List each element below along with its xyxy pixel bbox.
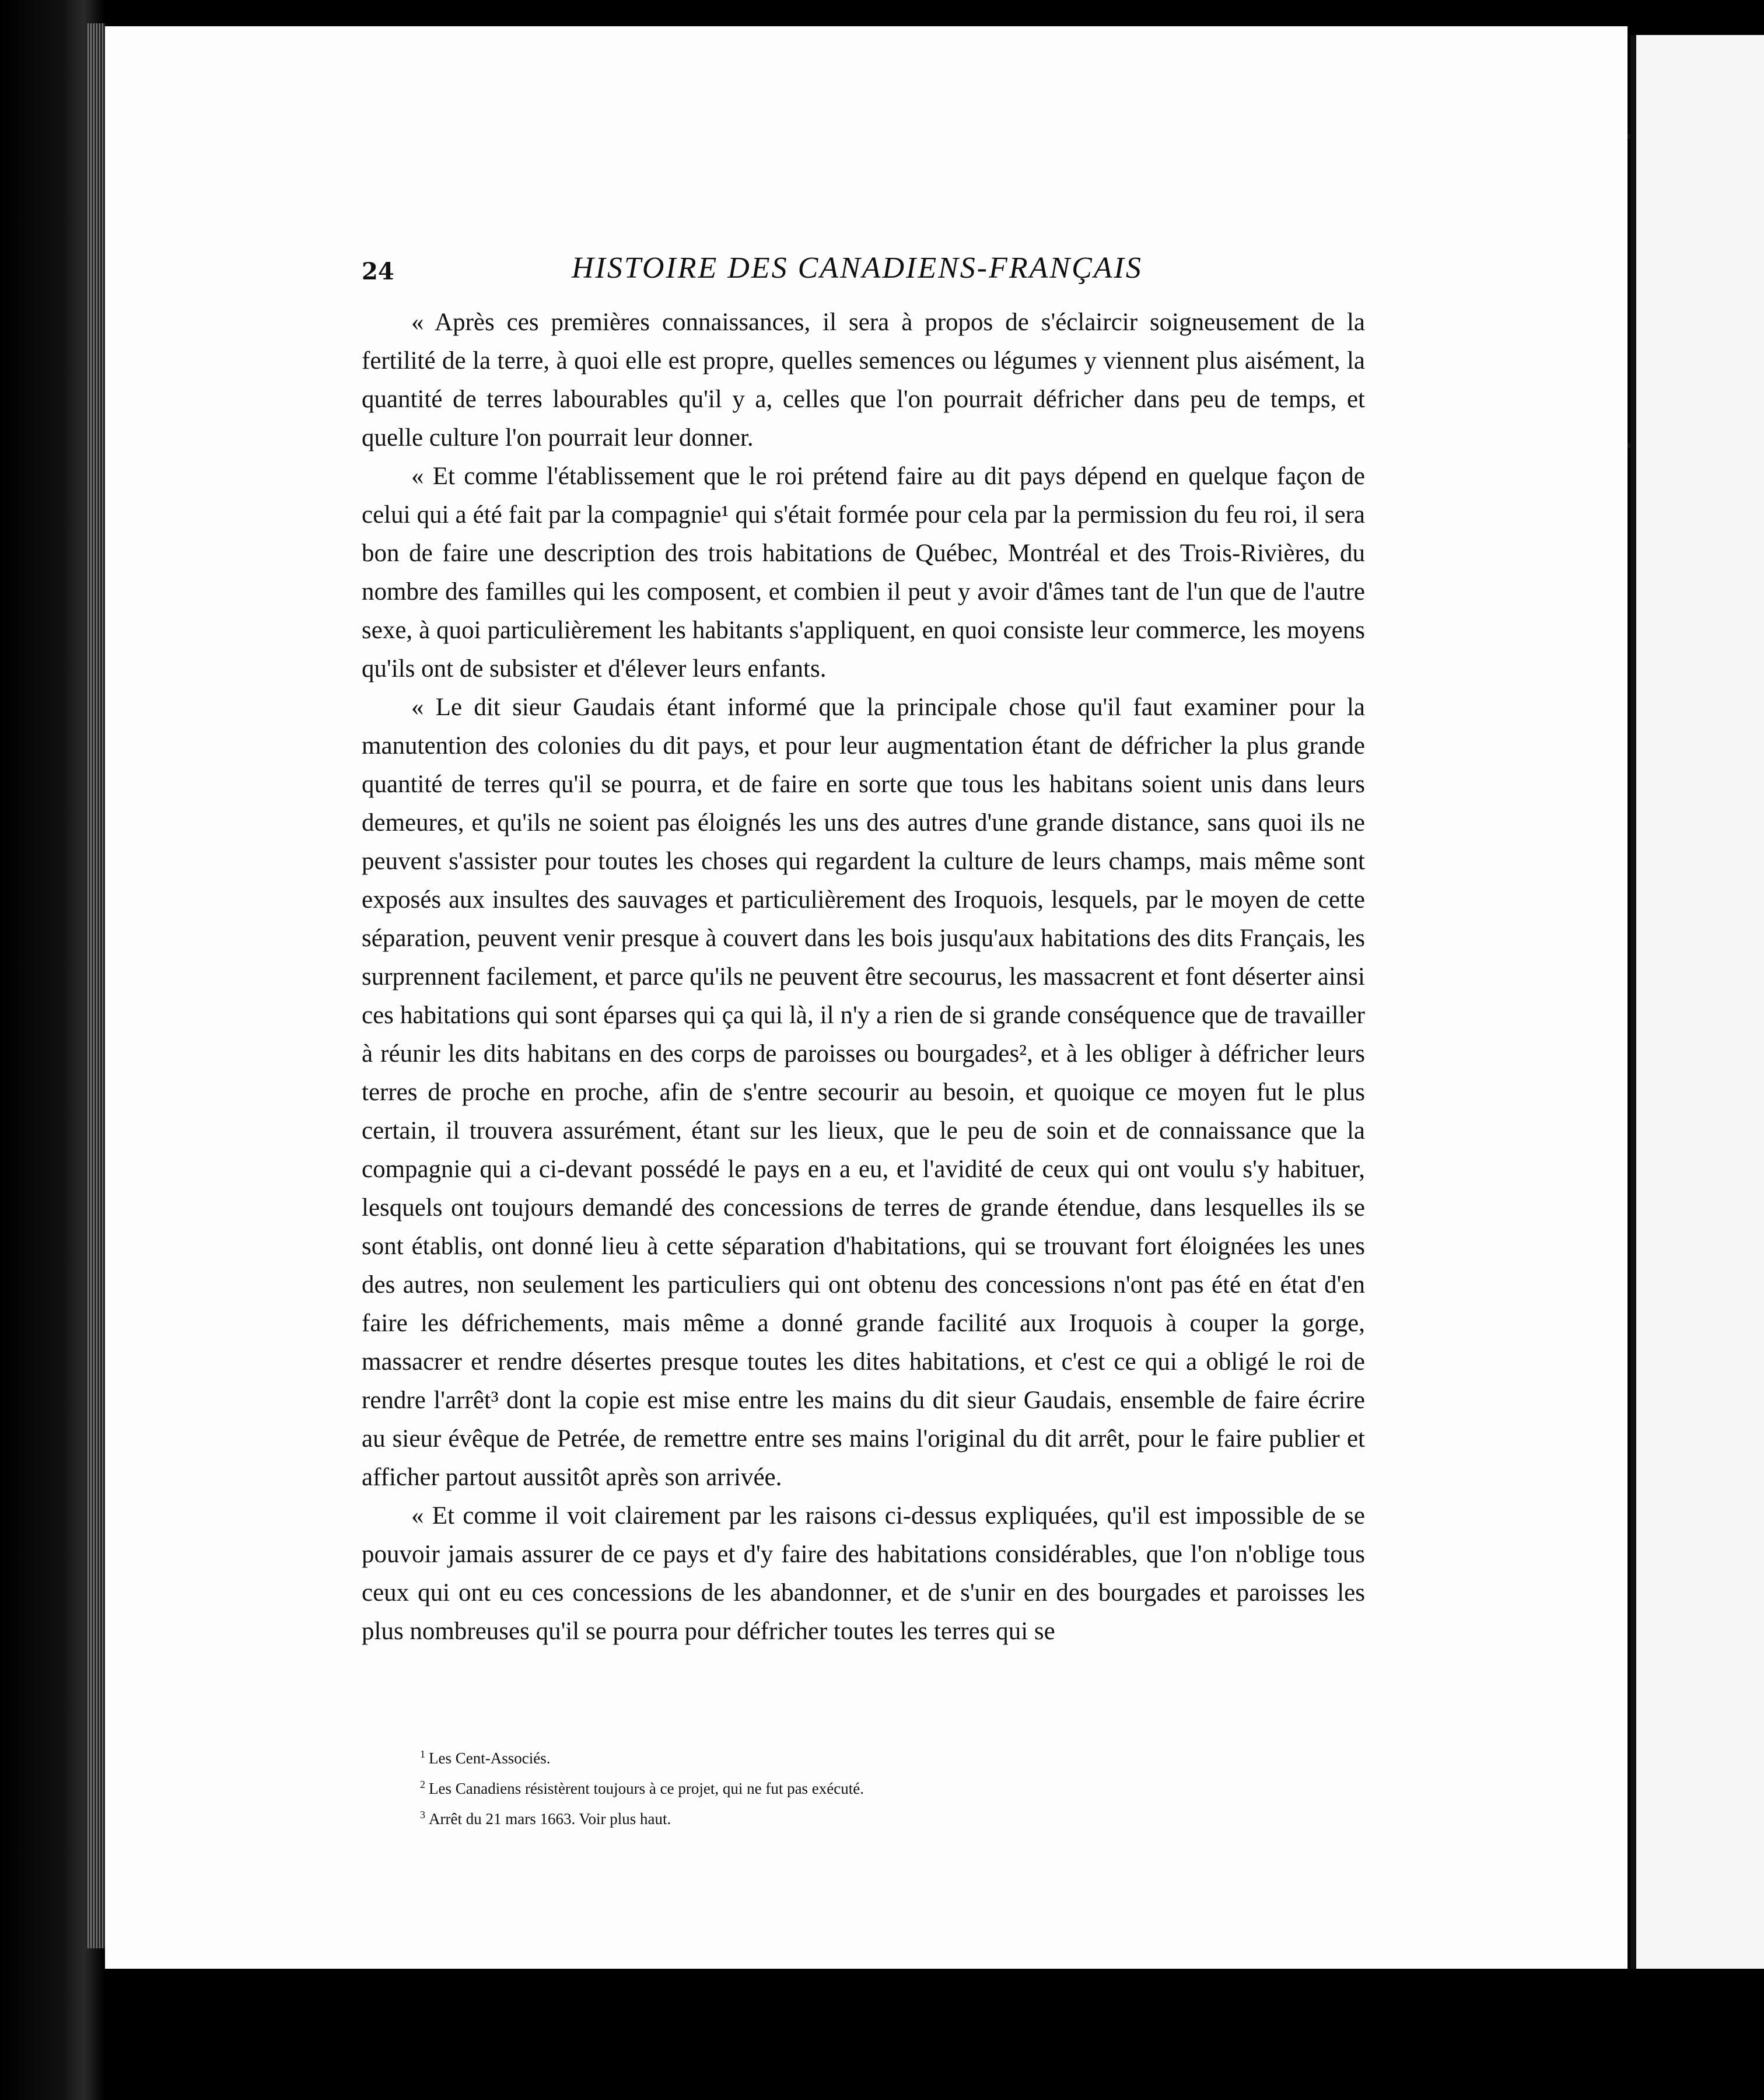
footnote [420, 1772, 1178, 1802]
page-edges [88, 23, 105, 1948]
footnote-text: Les Cent-Associés. [429, 1749, 551, 1767]
footnote [420, 1802, 1178, 1832]
footnote-text: Les Canadiens résistèrent toujours à ce projet, qui ne fut pas exécuté. [429, 1780, 864, 1797]
footnotes [420, 1741, 1178, 1832]
paragraph: « Après ces premières connaissances, il sera à propos de s'éclaircir soigneusement de la fertilité de la terre, à quoi elle est propre, quelles semences ou légumes y viennent plus aisément, la quantité de terres labourables qu'il y a, celles que l'on pourrait défricher dans peu de temps, et quelle culture l'on pourrait leur donner. [362, 309, 1365, 452]
page-number: 24 [362, 258, 394, 285]
facing-page-edge [1636, 35, 1764, 1978]
footnote-mark: 3 [420, 1809, 425, 1821]
footnote-mark: 1 [420, 1748, 425, 1760]
footnote-text: Arrêt du 21 mars 1663. Voir plus haut. [429, 1810, 671, 1828]
paragraph: « Le dit sieur Gaudais étant informé que la principale chose qu'il faut examiner pour la manutention des colonies du dit pays, et pour leur augmentation étant de défricher la plus grande quantité de terres qu'il se pourra, et de faire en sorte que tous les habitans soient unis dans leurs demeures, et qu'ils ne soient pas éloignés les uns des autres d'une grande distance, sans quoi ils ne peuvent s'assister pour toutes les choses qui regardent la culture de leurs champs, mais même sont exposés aux insultes des sauvages et particulièrement des Iroquois, lesquels, par le moyen de cette séparation, peuvent venir presque à couvert dans les bois jusqu'aux habitations des dits Français, les surprennent facilement, et parce qu'ils ne peuvent être secourus, les massacrent et font déserter ainsi ces habitations qui sont éparses qui ça qui là, il n'y a rien de si grande conséquence que de travailler à réunir les dits habitans en des corps de paroisses ou bourgades², et à les obliger à défricher leurs terres de proche en proche, afin de s'entre secourir au besoin, et quoique ce moyen fut le plus certain, il trouvera assurément, étant sur les lieux, que le peu de soin et de connaissance que la compagnie qui a ci-devant possédé le pays en a eu, et l'avidité de ceux qui ont voulu s'y habituer, lesquels ont toujours demandé des concessions de terres de grande étendue, dans lesquelles ils se sont établis, ont donné lieu à cette séparation d'habitations, qui se trouvant fort éloignées les unes des autres, non seulement les particuliers qui ont obtenu des concessions n'ont pas été en état d'en faire les défrichements, mais même a donné grande facilité aux Iroquois à couper la gorge, massacrer et rendre désertes presque toutes les dites habitations, et c'est ce qui a obligé le roi de rendre l'arrêt³ dont la copie est mise entre les mains du dit sieur Gaudais, ensemble de faire écrire au sieur évêque de Petrée, de remettre entre ses mains l'original du dit arrêt, pour le faire publier et afficher partout aussitôt après son arrivée. [362, 694, 1365, 1491]
page-gutter [1630, 35, 1636, 1978]
page-header [362, 251, 1161, 298]
footnote [420, 1741, 1178, 1772]
body-text [362, 303, 1365, 1651]
running-title: HISTOIRE DES CANADIENS-FRANÇAIS [572, 251, 1143, 285]
footnote-mark: 2 [420, 1779, 425, 1790]
paragraph: « Et comme il voit clairement par les raisons ci-dessus expliquées, qu'il est impossible de se pouvoir jamais assurer de ce pays et d'y faire des habitations considérables, que l'on n'oblige tous ceux qui ont eu ces concessions de les abandonner, et de s'unir en des bourgades et paroisses les plus nombreuses qu'il se pourra pour défricher toutes les terres qui se [362, 1502, 1365, 1645]
paragraph: « Et comme l'établissement que le roi prétend faire au dit pays dépend en quelque façon de celui qui a été fait par la compagnie¹ qui s'était formée pour cela par la permission du feu roi, il sera bon de faire une description des trois habitations de Québec, Montréal et des Trois-Rivières, du nombre des familles qui les composent, et combien il peut y avoir d'âmes tant de l'un que de l'autre sexe, à quoi particulièrement les habitants s'appliquent, en quoi consiste leur commerce, les moyens qu'ils ont de subsister et d'élever leurs enfants. [362, 463, 1365, 682]
scan-border [105, 1969, 1764, 2100]
